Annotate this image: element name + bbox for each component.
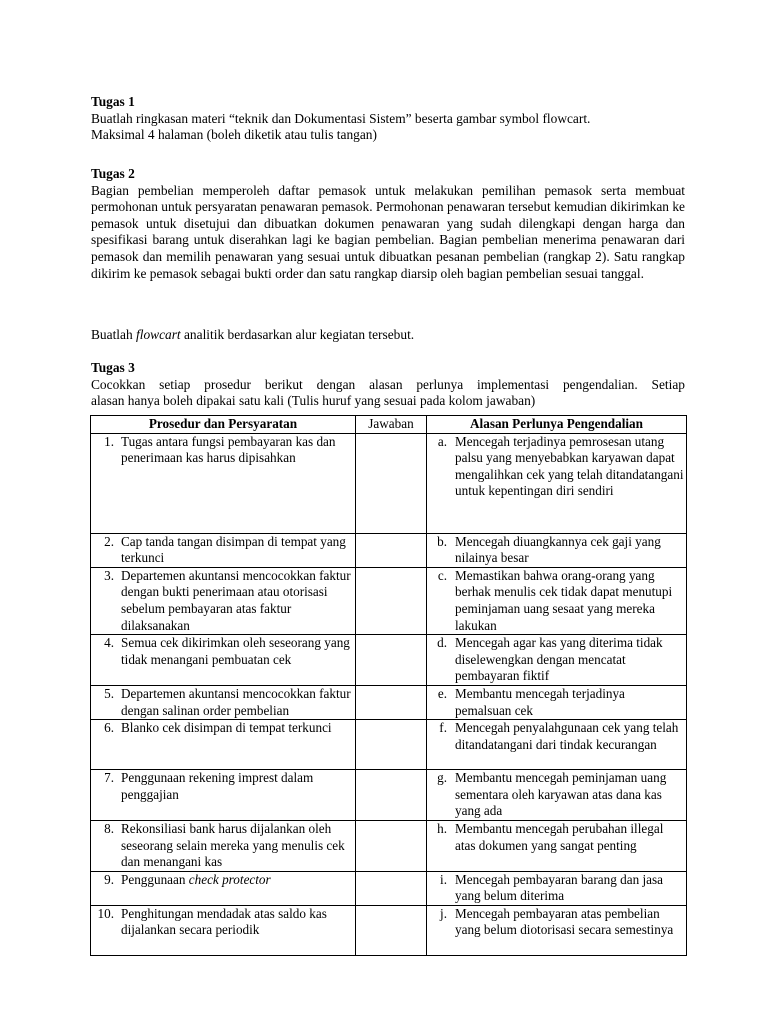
table-row — [91, 635, 687, 686]
tugas-2-paragraph: Bagian pembelian memperoleh daftar pemasok untuk melakukan pemilihan pemasok serta membuat permohonan untuk persyaratan penawaran pemasok. Permohonan penawaran tersebut kemudian dikirimkan ke pemasok untuk disetujui dan dibuatkan dokumen penawaran yang sudah dilengkapi dengan harga dan spesifikasi barang untuk diserahkan lagi ke bagian pembelian. Bagian pembelian menerima penawaran dari pemasok dan memilih penawaran yang sesuai untuk dibuatkan pesanan pembelian (rangkap 2). Satu rangkap dikirim ke pemasok sebagai bukti order dan satu rangkap diarsip oleh bagian pembelian sesuai tanggal. — [91, 182, 685, 281]
alasan-text: Mencegah diuangkannya cek gaji yang nilainya besar — [455, 533, 661, 566]
row-number: 7. — [104, 770, 114, 786]
row-letter: b. — [437, 533, 447, 549]
prosedur-cell — [91, 820, 356, 871]
tugas-3-section — [91, 360, 685, 410]
alasan-text: Mencegah terjadinya pemrosesan utang palsu yang menyebabkan karyawan dapat mengalihkan cek yang telah ditandatangani untuk kepentingan diri sendiri — [455, 433, 684, 499]
prosedur-cell — [91, 567, 356, 634]
row-number: 9. — [104, 871, 114, 887]
instruction-text-pre: Buatlah — [91, 327, 136, 342]
row-number: 8. — [104, 820, 114, 836]
tugas-2-section — [91, 166, 685, 282]
jawaban-cell[interactable] — [356, 635, 427, 686]
prosedur-cell — [91, 770, 356, 821]
row-number: 10. — [97, 905, 114, 921]
alasan-cell — [427, 820, 687, 871]
header-alasan: Alasan Perlunya Pengendalian — [427, 416, 687, 434]
alasan-cell — [427, 720, 687, 770]
jawaban-cell[interactable] — [356, 685, 427, 719]
tugas-1-section — [91, 94, 685, 144]
instruction-text-post: analitik berdasarkan alur kegiatan tersebut. — [180, 327, 415, 342]
row-number: 1. — [104, 433, 114, 449]
alasan-cell — [427, 770, 687, 821]
tugas-3-line-1: Cocokkan setiap prosedur berikut dengan alasan perlunya implementasi pengendalian. Setiap — [91, 376, 685, 392]
row-number: 5. — [104, 685, 114, 701]
tugas-2-title: Tugas 2 — [91, 166, 135, 181]
row-letter: i. — [440, 871, 447, 887]
alasan-cell — [427, 685, 687, 719]
tugas-3-line-2: alasan hanya boleh dipakai satu kali (Tulis huruf yang sesuai pada kolom jawaban) — [91, 393, 536, 409]
table-row — [91, 820, 687, 871]
alasan-cell — [427, 567, 687, 634]
prosedur-cell — [91, 720, 356, 770]
jawaban-cell[interactable] — [356, 720, 427, 770]
table-row — [91, 685, 687, 719]
row-letter: d. — [437, 635, 447, 651]
prosedur-text: Departemen akuntansi mencocokkan faktur dengan salinan order pembelian — [121, 685, 351, 718]
row-letter: e. — [437, 685, 447, 701]
row-number: 2. — [104, 533, 114, 549]
alasan-text: Mencegah penyalahgunaan cek yang telah ditandatangani dari tindak kecurangan — [455, 720, 679, 752]
prosedur-text: Rekonsiliasi bank harus dijalankan oleh seseorang selain mereka yang menulis cek dan menangani kas — [121, 820, 345, 870]
jawaban-cell[interactable] — [356, 533, 427, 567]
row-letter: f. — [439, 720, 447, 736]
prosedur-cell — [91, 635, 356, 686]
prosedur-text: Blanko cek disimpan di tempat terkunci — [121, 720, 332, 736]
alasan-cell — [427, 635, 687, 686]
table-row — [91, 871, 687, 905]
row-letter: c. — [437, 567, 447, 583]
prosedur-cell — [91, 905, 356, 955]
prosedur-text — [121, 872, 353, 889]
row-letter: j. — [440, 905, 447, 921]
prosedur-text: Semua cek dikirimkan oleh seseorang yang tidak menangani pembuatan cek — [121, 635, 350, 667]
table-row — [91, 433, 687, 533]
alasan-cell — [427, 533, 687, 567]
table-row — [91, 905, 687, 955]
prosedur-cell — [91, 871, 356, 905]
row-number: 4. — [104, 635, 114, 651]
jawaban-cell[interactable] — [356, 433, 427, 533]
prosedur-text: Tugas antara fungsi pembayaran kas dan penerimaan kas harus dipisahkan — [121, 433, 336, 466]
alasan-cell — [427, 433, 687, 533]
prosedur-cell — [91, 433, 356, 533]
tugas-3-title: Tugas 3 — [91, 360, 135, 375]
tugas-1-title: Tugas 1 — [91, 94, 135, 109]
alasan-text: Mencegah pembayaran barang dan jasa yang belum diterima — [455, 871, 663, 904]
row-letter: a. — [437, 433, 447, 449]
row-letter: h. — [437, 820, 447, 836]
alasan-text: Membantu mencegah peminjaman uang sementara oleh karyawan atas dana kas yang ada — [455, 770, 667, 819]
jawaban-cell[interactable] — [356, 770, 427, 821]
tugas-2-instruction — [91, 327, 685, 344]
prosedur-text: Cap tanda tangan disimpan di tempat yang terkunci — [121, 533, 346, 566]
jawaban-cell[interactable] — [356, 820, 427, 871]
header-prosedur: Prosedur dan Persyaratan — [91, 416, 356, 434]
prosedur-cell — [91, 533, 356, 567]
row-number: 3. — [104, 567, 114, 583]
alasan-text: Mencegah agar kas yang diterima tidak diselewengkan dengan mencatat pembayaran fiktif — [455, 635, 663, 684]
header-jawaban: Jawaban — [356, 416, 427, 434]
prosedur-cell — [91, 685, 356, 719]
jawaban-cell[interactable] — [356, 567, 427, 634]
tugas-1-line-1: Buatlah ringkasan materi “teknik dan Dokumentasi Sistem” beserta gambar symbol flowcart. — [91, 110, 591, 126]
row-letter: g. — [437, 770, 447, 786]
table-row — [91, 720, 687, 770]
prosedur-text-em: check protector — [188, 871, 271, 887]
alasan-text: Mencegah pembayaran atas pembelian yang belum diotorisasi secara semestinya — [455, 905, 674, 938]
jawaban-cell[interactable] — [356, 905, 427, 955]
prosedur-text: Penghitungan mendadak atas saldo kas dijalankan secara periodik — [121, 905, 327, 938]
alasan-text: Memastikan bahwa orang-orang yang berhak menulis cek tidak dapat menutupi peminjaman uang sesaat yang mereka lakukan — [455, 567, 673, 633]
jawaban-cell[interactable] — [356, 871, 427, 905]
tugas-1-line-2: Maksimal 4 halaman (boleh diketik atau tulis tangan) — [91, 127, 377, 143]
table-row — [91, 770, 687, 821]
alasan-cell — [427, 871, 687, 905]
prosedur-text-pre: Penggunaan — [121, 871, 189, 887]
table-row — [91, 567, 687, 634]
table-header-row — [91, 416, 687, 434]
table-row — [91, 533, 687, 567]
prosedur-text: Penggunaan rekening imprest dalam penggajian — [121, 770, 314, 802]
alasan-text: Membantu mencegah terjadinya pemalsuan cek — [455, 685, 625, 718]
instruction-text-em: flowcart — [136, 327, 181, 342]
alasan-text: Membantu mencegah perubahan illegal atas dokumen yang sangat penting — [455, 820, 664, 853]
prosedur-text: Departemen akuntansi mencocokkan faktur dengan bukti penerimaan atau otorisasi sebelum pembayaran atas faktur dilaksanakan — [121, 567, 351, 633]
row-number: 6. — [104, 720, 114, 736]
matching-table — [90, 415, 687, 956]
alasan-cell — [427, 905, 687, 955]
